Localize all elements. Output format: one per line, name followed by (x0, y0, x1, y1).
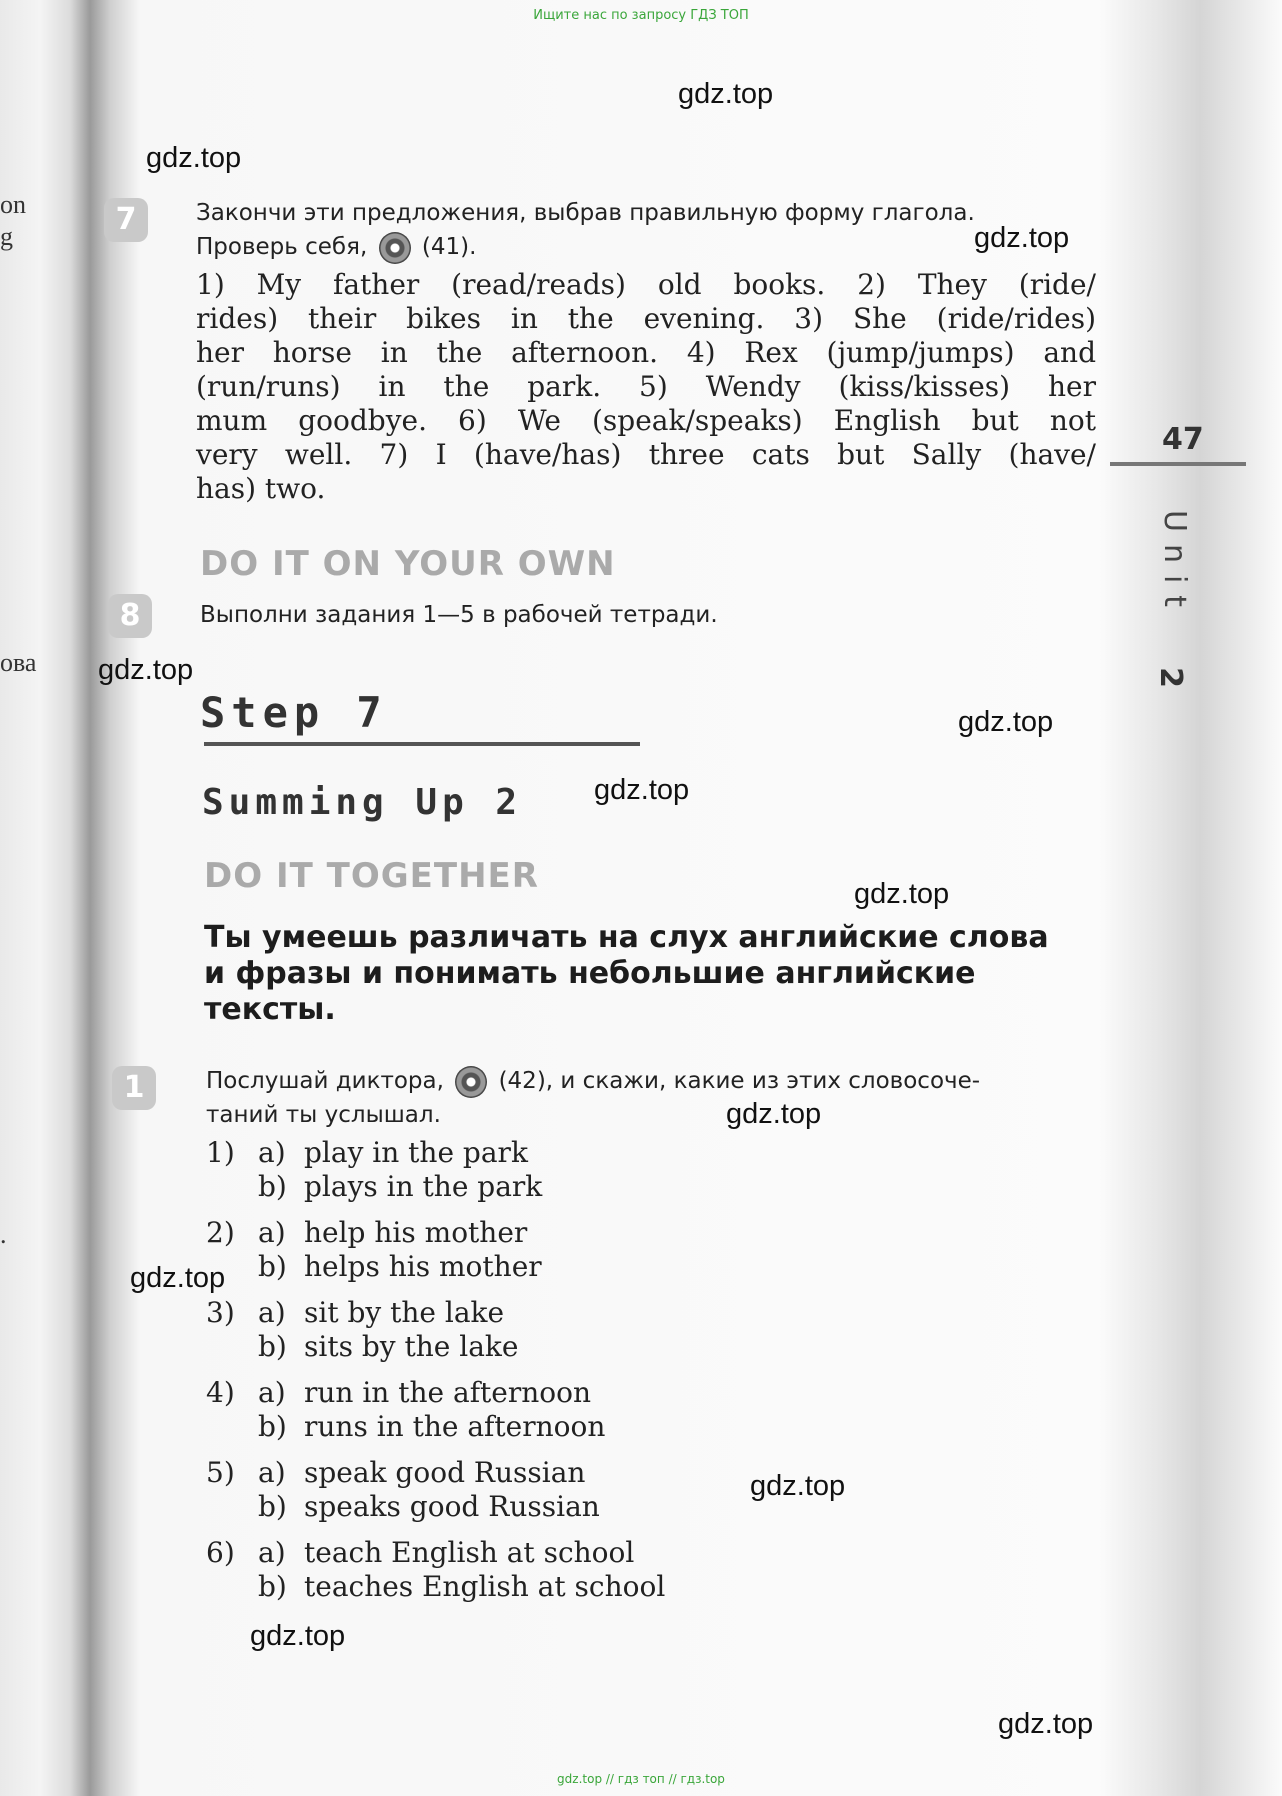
list-item (206, 1170, 665, 1204)
list-item (206, 1410, 665, 1444)
list-item (206, 1536, 665, 1570)
watermark: gdz.top (998, 1708, 1094, 1740)
option-text: speaks good Russian (304, 1490, 600, 1523)
option-text: runs in the afternoon (304, 1410, 606, 1443)
option-text: sits by the lake (304, 1330, 519, 1363)
instruction-text: Проверь себя, (196, 234, 368, 260)
item-number: 3) (206, 1296, 235, 1329)
item-number: 6) (206, 1536, 235, 1569)
left-edge-text: ова (0, 648, 37, 677)
option-label: a) (258, 1536, 286, 1569)
instruction-line (196, 230, 1096, 264)
skill-statement: Ты умеешь различать на слух английские слова и фразы и понимать небольшие английские тексты. (204, 920, 1049, 1027)
track-number: (41). (421, 234, 477, 260)
list-item (206, 1376, 665, 1410)
watermark: gdz.top (678, 78, 774, 110)
exercise-8-text: Выполни задания 1—5 в рабочей тетради. (200, 602, 718, 628)
list-item (206, 1136, 665, 1170)
option-label: b) (258, 1410, 287, 1443)
watermark: gdz.top (98, 654, 194, 686)
exercise-7-instruction (196, 196, 1096, 264)
watermark: gdz.top (130, 1262, 226, 1294)
cd-audio-icon[interactable] (455, 1066, 487, 1098)
section-heading-do-it-together: DO IT TOGETHER (204, 856, 539, 896)
sentence-line: rides) their bikes in the evening. 3) She (ride/rides) (196, 302, 1096, 335)
exercise-number-badge: 7 (104, 198, 148, 242)
list-item (206, 1296, 665, 1330)
option-text: play in the park (304, 1136, 528, 1169)
top-banner[interactable]: Ищите нас по запросу ГДЗ ТОП (533, 8, 749, 23)
option-label: b) (258, 1330, 287, 1363)
instruction-line: таний ты услышал. (206, 1102, 441, 1128)
option-text: helps his mother (304, 1250, 542, 1283)
sentence-line: has) two. (196, 472, 326, 505)
option-text: speak good Russian (304, 1456, 586, 1489)
option-label: b) (258, 1570, 287, 1603)
left-edge-text: on (0, 190, 26, 219)
summing-up-title: Summing Up 2 (202, 782, 523, 823)
instruction-line: Закончи эти предложения, выбрав правильную форму глагола. (196, 200, 975, 226)
list-item (206, 1456, 665, 1490)
exercise-number-badge: 8 (108, 594, 152, 638)
left-edge-text: . (0, 1220, 7, 1249)
list-item (206, 1216, 665, 1250)
watermark: gdz.top (750, 1470, 846, 1502)
item-number: 4) (206, 1376, 235, 1409)
step-underline (204, 742, 640, 746)
watermark: gdz.top (146, 142, 242, 174)
option-label: a) (258, 1456, 286, 1489)
unit-number: 2 (1152, 667, 1188, 688)
option-label: a) (258, 1296, 286, 1329)
option-text: run in the afternoon (304, 1376, 592, 1409)
option-label: b) (258, 1250, 287, 1283)
phrase-list (206, 1136, 665, 1604)
watermark: gdz.top (974, 222, 1070, 254)
list-item (206, 1330, 665, 1364)
watermark: gdz.top (726, 1098, 822, 1130)
watermark: gdz.top (958, 706, 1054, 738)
list-item (206, 1490, 665, 1524)
option-label: a) (258, 1136, 286, 1169)
option-text: plays in the park (304, 1170, 543, 1203)
option-text: teaches English at school (304, 1570, 666, 1603)
watermark: gdz.top (854, 878, 950, 910)
option-label: a) (258, 1216, 286, 1249)
bottom-banner[interactable]: gdz.top // гдз топ // гдз.top (557, 1772, 725, 1786)
watermark: gdz.top (594, 774, 690, 806)
sentence-line: (run/runs) in the park. 5) Wendy (kiss/kisses) her (196, 370, 1096, 403)
list-item (206, 1250, 665, 1284)
option-label: a) (258, 1376, 286, 1409)
page-number-rule (1110, 462, 1246, 466)
sentence-line: very well. 7) I (have/has) three cats but Sally (have/ (196, 438, 1096, 471)
item-number: 2) (206, 1216, 235, 1249)
option-label: b) (258, 1490, 287, 1523)
watermark: gdz.top (250, 1620, 346, 1652)
list-item (206, 1570, 665, 1604)
sentence-line: her horse in the afternoon. 4) Rex (jump/jumps) and (196, 336, 1096, 369)
option-text: sit by the lake (304, 1296, 505, 1329)
cd-audio-icon[interactable] (379, 232, 411, 264)
instruction-line (206, 1064, 1106, 1098)
unit-label: Unit (1157, 510, 1192, 620)
item-number: 1) (206, 1136, 235, 1169)
step-title: Step 7 (200, 688, 388, 737)
left-edge-text: g (0, 222, 13, 251)
exercise-1-instruction (206, 1064, 1106, 1132)
section-heading-do-it-on-your-own: DO IT ON YOUR OWN (200, 544, 616, 584)
sentence-line: 1) My father (read/reads) old books. 2) They (ride/ (196, 268, 1096, 301)
option-label: b) (258, 1170, 287, 1203)
page-number: 47 (1162, 422, 1204, 457)
exercise-number-badge: 1 (112, 1066, 156, 1110)
exercise-7-sentences (196, 268, 1096, 506)
option-text: help his mother (304, 1216, 528, 1249)
item-number: 5) (206, 1456, 235, 1489)
option-text: teach English at school (304, 1536, 635, 1569)
sentence-line: mum goodbye. 6) We (speak/speaks) English but not (196, 404, 1096, 437)
instruction-text: Послушай диктора, (206, 1068, 444, 1094)
instruction-text: (42), и скажи, какие из этих словосоче- (498, 1068, 981, 1094)
